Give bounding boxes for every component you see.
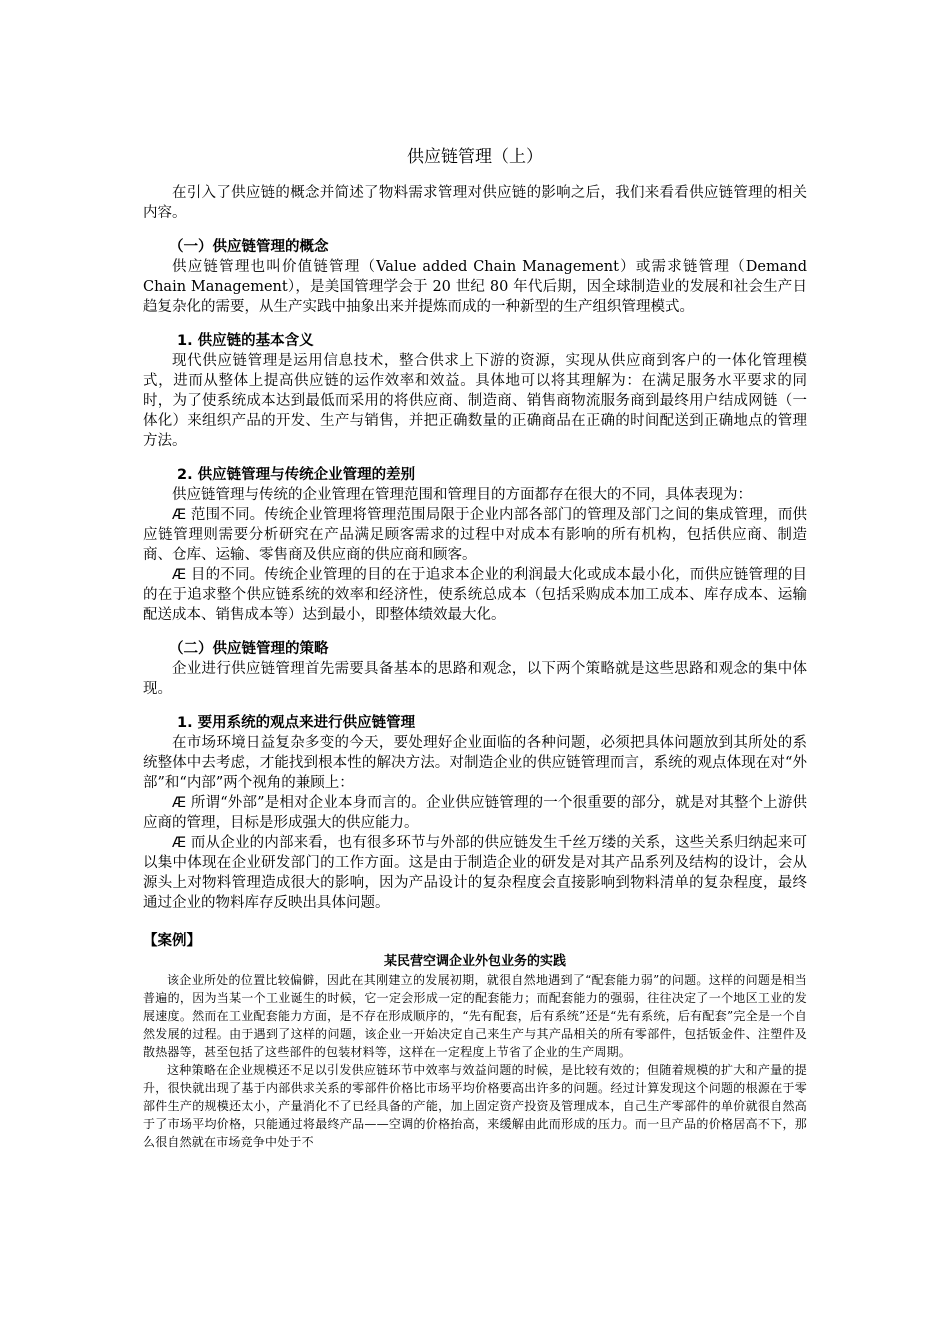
bullet-symbol: Æ [172, 567, 187, 583]
section1-paragraph: 供应链管理也叫价值链管理（Value added Chain Management）或需求链管理（Demand Chain Management），是美国管理学会于 20 世纪 80 年代后期，因全球制造业的发展和社会生产日趋复杂化的需要，从生产实践中抽象出来并提炼而成的一种新型的生产组织管理模式。 [143, 259, 807, 315]
intro-paragraph: 在引入了供应链的概念并简述了物料需求管理对供应链的影响之后，我们来看看供应链管理的相关内容。 [143, 185, 807, 221]
section1-sub1-paragraph: 现代供应链管理是运用信息技术，整合供求上下游的资源，实现从供应商到客户的一体化管理模式，进而从整体上提高供应链的运作效率和效益。具体地可以将其理解为：在满足服务水平要求的同时，为了使系统成本达到最低而采用的将供应商、制造商、销售商物流服务商到最终用户结成网链（一体化）来组织产品的开发、生产与销售，并把正确数量的正确商品在正确的时间配送到正确地点的管理方法。 [143, 353, 807, 449]
bullet-text: 而从企业的内部来看，也有很多环节与外部的供应链发生千丝万缕的关系，这些关系归纳起来可以集中体现在企业研发部门的工作方面。这是由于制造企业的研发是对其产品系列及结构的设计，会从源头上对物料管理造成很大的影响，因为产品设计的复杂程度会直接影响到物料清单的复杂程度，最终通过企业的物料库存反映出具体问题。 [143, 835, 808, 911]
section2-sub1-paragraph: 在市场环境日益复杂多变的今天，要处理好企业面临的各种问题，必须把具体问题放到其所处的系统整体中去考虑，才能找到根本性的解决方法。对制造企业的供应链管理而言，系统的观点体现在对“外部”和“内部”两个视角的兼顾上： [143, 735, 807, 791]
bullet-item [143, 793, 807, 833]
bullet-symbol: Æ [172, 507, 187, 523]
bullet-text: 目的不同。传统企业管理的目的在于追求本企业的利润最大化或成本最小化，而供应链管理的目的在于追求整个供应链系统的效率和经济性，使系统总成本（包括采购成本加工成本、库存成本、运输配送成本、销售成本等）达到最小，即整体绩效最大化。 [143, 567, 808, 623]
section2-paragraph: 企业进行供应链管理首先需要具备基本的思路和观念，以下两个策略就是这些思路和观念的集中体现。 [143, 661, 807, 697]
page-title: 供应链管理（上） [407, 147, 543, 167]
section1-sub2-heading: 2. 供应链管理与传统企业管理的差别 [177, 467, 416, 483]
bullet-symbol: Æ [172, 795, 187, 811]
case-label: 【案例】 [143, 933, 201, 949]
bullet-item [143, 833, 807, 913]
section1-heading: （一）供应链管理的概念 [169, 239, 329, 255]
section2-sub1-heading: 1. 要用系统的观点来进行供应链管理 [177, 715, 416, 731]
section1-sub1-heading: 1. 供应链的基本含义 [177, 333, 314, 349]
bullet-text: 所谓“外部”是相对企业本身而言的。企业供应链管理的一个很重要的部分，就是对其整个上游供应商的管理，目标是形成强大的供应能力。 [143, 795, 808, 831]
bullet-symbol: Æ [172, 835, 187, 851]
section1-sub2-paragraph: 供应链管理与传统的企业管理在管理范围和管理目的方面都存在很大的不同，具体表现为： [172, 487, 752, 503]
case-paragraph: 该企业所处的位置比较偏僻，因此在其刚建立的发展初期，就很自然地遇到了“配套能力弱”的问题。这样的问题是相当普遍的，因为当某一个工业诞生的时候，它一定会形成一定的配套能力；而配套能力的强弱，往往决定了一个地区工业的发展速度。然而在工业配套能力方面，是不存在形成顺序的，“先有配套，后有系统”还是“先有系统，后有配套”完全是一个自然发展的过程。由于遇到了这样的问题，该企业一开始决定自己来生产与其产品相关的所有零部件，包括钣金件、注塑件及散热器等，甚至包括了这些部件的包装材料等，这样在一定程度上节省了企业的生产周期。 [143, 973, 807, 1059]
bullet-item [143, 505, 807, 565]
case-paragraph: 这种策略在企业规模还不足以引发供应链环节中效率与效益问题的时候，是比较有效的；但随着规模的扩大和产量的提升，很快就出现了基于内部供求关系的零部件价格比市场平均价格要高出许多的问题。经过计算发现这个问题的根源在于零部件生产的规模还太小，产量消化不了已经具备的产能，加上固定资产投资及管理成本，自己生产零部件的单价就很自然高于了市场平均价格，只能通过将最终产品——空调的价格抬高，来缓解由此而形成的压力。而一旦产品的价格居高不下，那么很自然就在市场竞争中处于不 [143, 1063, 807, 1149]
case-title: 某民营空调企业外包业务的实践 [383, 954, 566, 969]
document-body [143, 145, 807, 1151]
bullet-text: 范围不同。传统企业管理将管理范围局限于企业内部各部门的管理及部门之间的集成管理，而供应链管理则需要分析研究在产品满足顾客需求的过程中对成本有影响的所有机构，包括供应商、制造商、仓库、运输、零售商及供应商的供应商和顾客。 [143, 507, 808, 563]
section2-heading: （二）供应链管理的策略 [169, 641, 329, 657]
bullet-item [143, 565, 807, 625]
